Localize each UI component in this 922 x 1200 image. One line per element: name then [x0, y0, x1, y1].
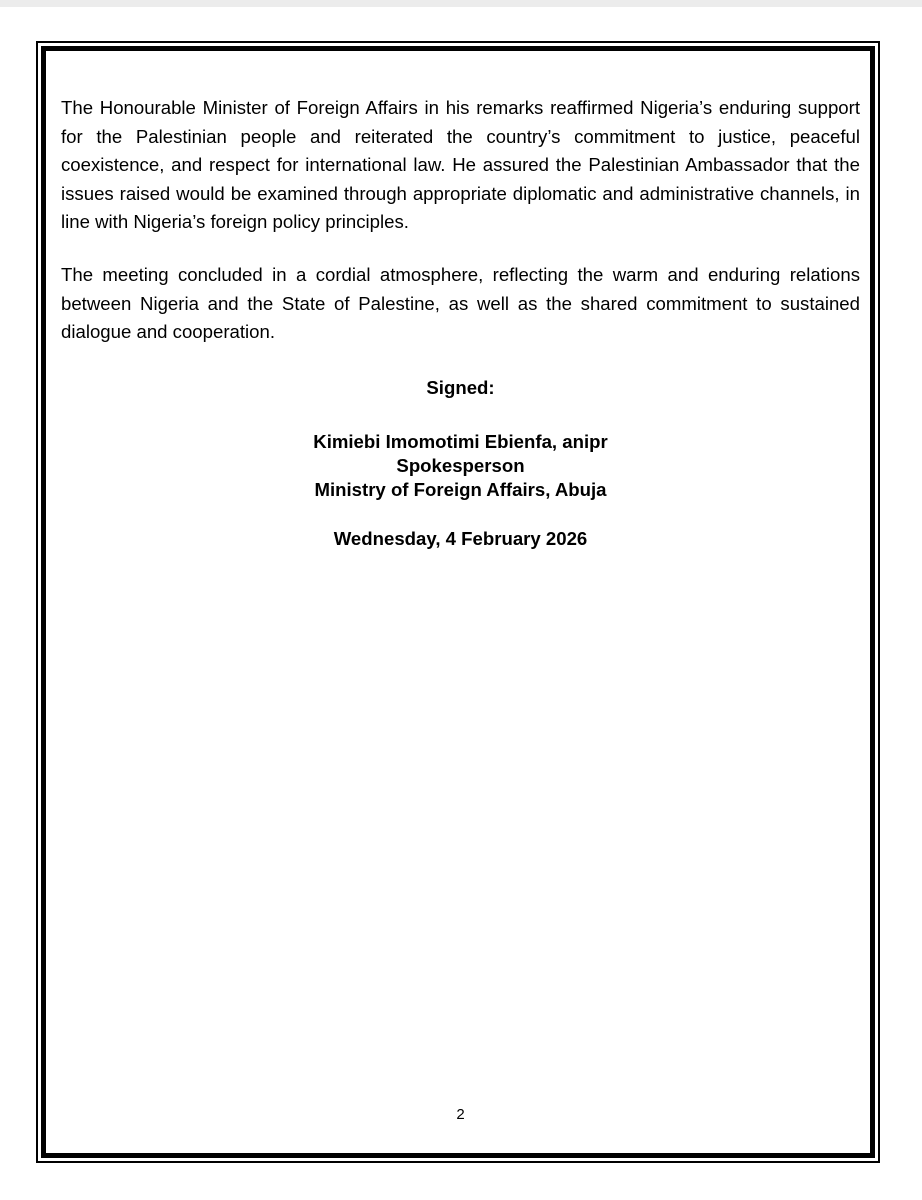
signatory-role: Spokesperson [396, 455, 525, 476]
signature-block [61, 430, 860, 502]
signatory-name: Kimiebi Imomotimi Ebienfa, anipr [313, 431, 608, 452]
signed-label: Signed: [426, 377, 495, 398]
page-number: 2 [456, 1106, 465, 1123]
paragraph-minister-remarks: The Honourable Minister of Foreign Affairs in his remarks reaffirmed Nigeria’s enduring support for the Palestinian people and reiterated the country’s commitment to justice, peaceful coexistence, and respect for international law. He assured the Palestinian Ambassador that the issues raised would be examined through appropriate diplomatic and administrative channels, in line with Nigeria’s foreign policy principles. [61, 97, 860, 233]
viewer-top-strip [0, 0, 922, 7]
signatory-organization: Ministry of Foreign Affairs, Abuja [314, 479, 607, 500]
paragraph-meeting-conclusion: The meeting concluded in a cordial atmosphere, reflecting the warm and enduring relations between Nigeria and the State of Palestine, as well as the shared commitment to sustained dialogue and cooperation. [61, 263, 860, 343]
document-date: Wednesday, 4 February 2026 [333, 528, 588, 549]
document-body [61, 94, 860, 347]
